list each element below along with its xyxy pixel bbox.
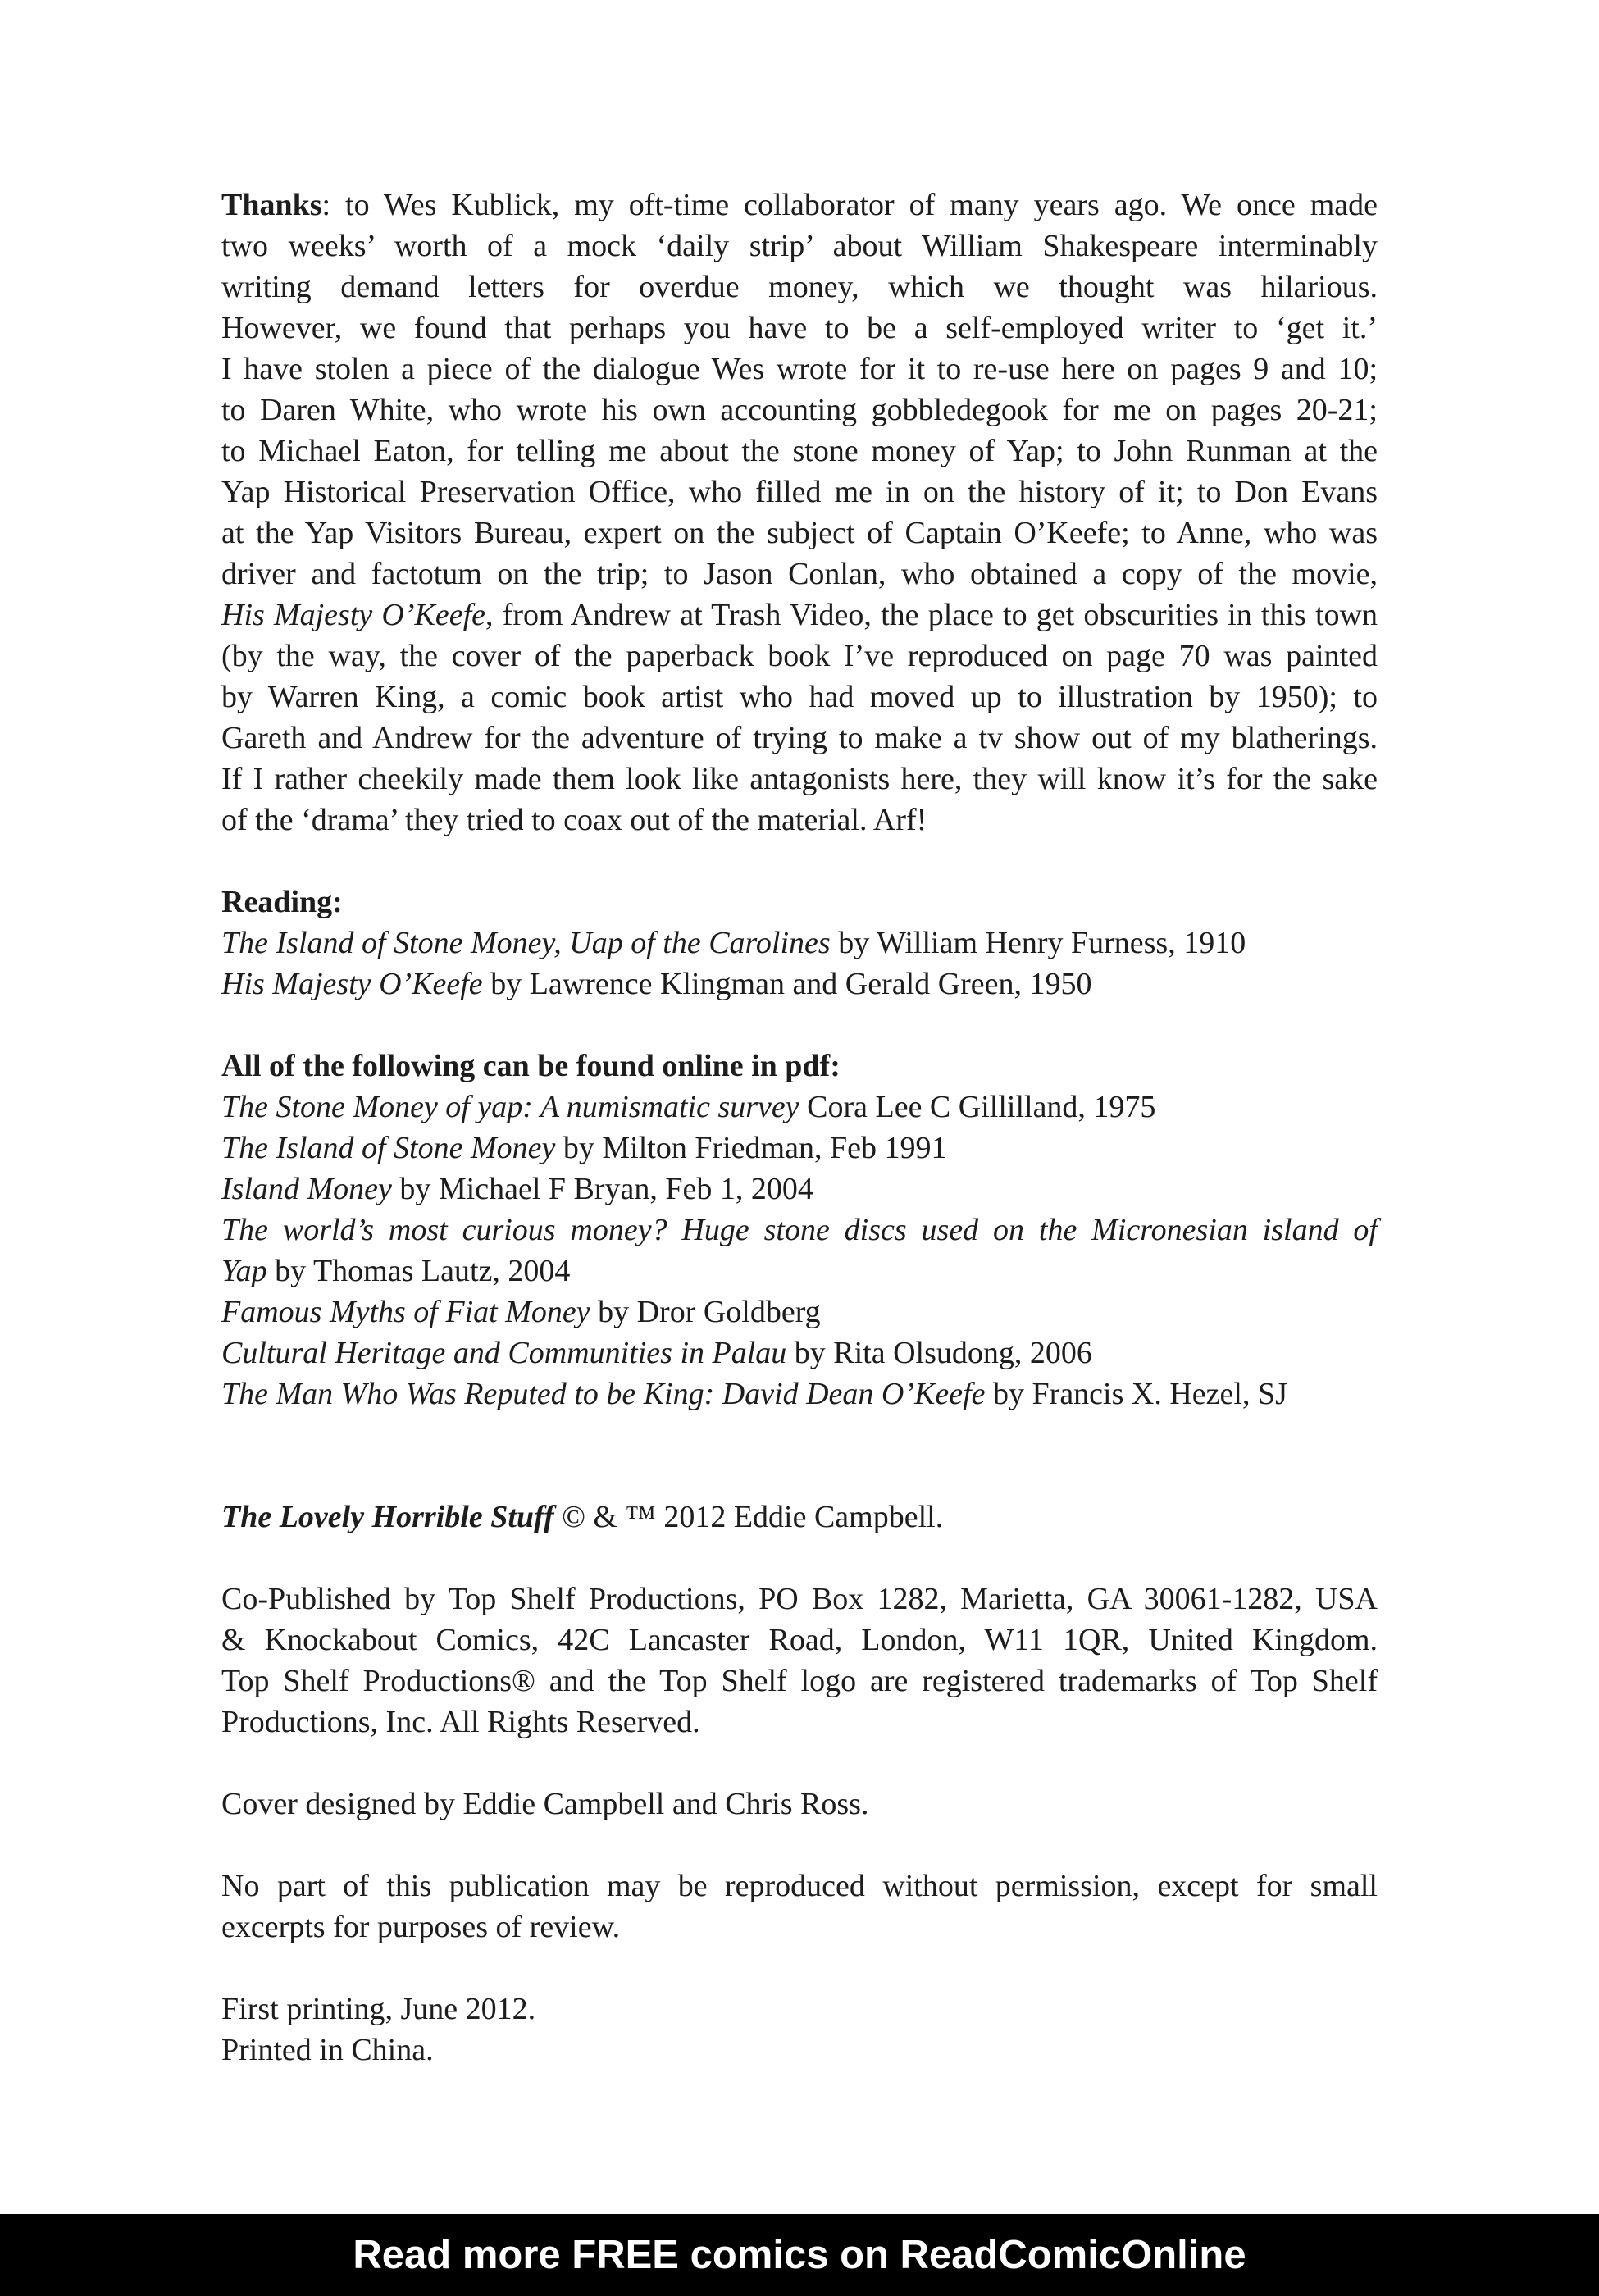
online-section [221,1046,1378,1414]
reading-section [221,882,1378,1004]
thanks-line: by Warren King, a comic book artist who had moved up to illustration by 1950); to [221,680,1378,714]
thanks-line: to Daren White, who wrote his own accounting gobbledegook for me on pages 20-21; [221,393,1378,427]
online-item: The Man Who Was Reputed to be King: David Dean O’Keefe by Francis X. Hezel, SJ [221,1377,1287,1411]
publisher-paragraph [221,1578,1378,1742]
cover-credit: Cover designed by Eddie Campbell and Chris Ross. [221,1787,869,1821]
thanks-label: Thanks [221,188,322,222]
promo-footer-text[interactable]: Read more FREE comics on ReadComicOnline [353,2233,1246,2277]
thanks-line: writing demand letters for overdue money, which we thought was hilarious. [221,270,1378,304]
book-title: The Lovely Horrible Stuff [221,1500,554,1534]
online-item: Island Money by Michael F Bryan, Feb 1, 2004 [221,1172,813,1206]
thanks-line: two weeks’ worth of a mock ‘daily strip’ about William Shakespeare interminably [221,229,1378,263]
online-item: The Island of Stone Money by Milton Friedman, Feb 1991 [221,1131,947,1165]
copyright-line: The Lovely Horrible Stuff © & ™ 2012 Eddie Campbell. [221,1500,944,1534]
thanks-paragraph [221,184,1378,840]
reading-item: His Majesty O’Keefe by Lawrence Klingman and Gerald Green, 1950 [221,967,1092,1001]
online-item: Cultural Heritage and Communities in Palau by Rita Olsudong, 2006 [221,1336,1092,1370]
online-item: Famous Myths of Fiat Money by Dror Goldberg [221,1295,821,1329]
publisher-line: Top Shelf Productions® and the Top Shelf logo are registered trademarks of Top Shelf [221,1664,1378,1698]
online-item: The world’s most curious money? Huge stone discs used on the Micronesian island of [221,1213,1378,1247]
thanks-line: I have stolen a piece of the dialogue Wes wrote for it to re-use here on pages 9 and 10; [221,352,1378,386]
thanks-line: Yap Historical Preservation Office, who filled me in on the history of it; to Don Evans [221,475,1378,509]
permission-paragraph: No part of this publication may be reproduced without permission, except for small excerpts for purposes of review. [221,1869,1378,1944]
movie-title: His Majesty O’Keefe [221,598,486,632]
thanks-line: driver and factotum on the trip; to Jason Conlan, who obtained a copy of the movie, [221,557,1378,591]
thanks-line: If I rather cheekily made them look like antagonists here, they will know it’s for the sake [221,762,1378,796]
reading-heading: Reading: [221,885,343,919]
thanks-line: to Michael Eaton, for telling me about the stone money of Yap; to John Runman at the [221,434,1378,468]
reading-item: The Island of Stone Money, Uap of the Carolines by William Henry Furness, 1910 [221,926,1246,960]
printing-info: First printing, June 2012. Printed in China. [221,1992,536,2067]
online-item: Yap by Thomas Lautz, 2004 [221,1254,571,1288]
thanks-line: at the Yap Visitors Bureau, expert on the subject of Captain O’Keefe; to Anne, who was [221,516,1378,550]
publisher-line: & Knockabout Comics, 42C Lancaster Road, London, W11 1QR, United Kingdom. [221,1623,1378,1657]
thanks-line: However, we found that perhaps you have to be a self-employed writer to ‘get it.’ [221,311,1378,345]
publisher-line: Productions, Inc. All Rights Reserved. [221,1705,700,1739]
online-item: The Stone Money of yap: A numismatic survey Cora Lee C Gillilland, 1975 [221,1090,1156,1124]
thanks-line: His Majesty O’Keefe, from Andrew at Trash Video, the place to get obscurities in this town [221,598,1378,632]
publisher-line: Co-Published by Top Shelf Productions, PO Box 1282, Marietta, GA 30061-1282, USA [221,1582,1378,1616]
thanks-line: Gareth and Andrew for the adventure of trying to make a tv show out of my blatherings. [221,721,1378,755]
thanks-line: of the ‘drama’ they tried to coax out of the material. Arf! [221,803,927,837]
thanks-line: (by the way, the cover of the paperback book I’ve reproduced on page 70 was painted [221,639,1378,673]
thanks-line: Thanks: to Wes Kublick, my oft-time collaborator of many years ago. We once made [221,188,1378,222]
promo-footer-banner[interactable] [0,2214,1599,2296]
online-heading: All of the following can be found online in pdf: [221,1049,840,1083]
